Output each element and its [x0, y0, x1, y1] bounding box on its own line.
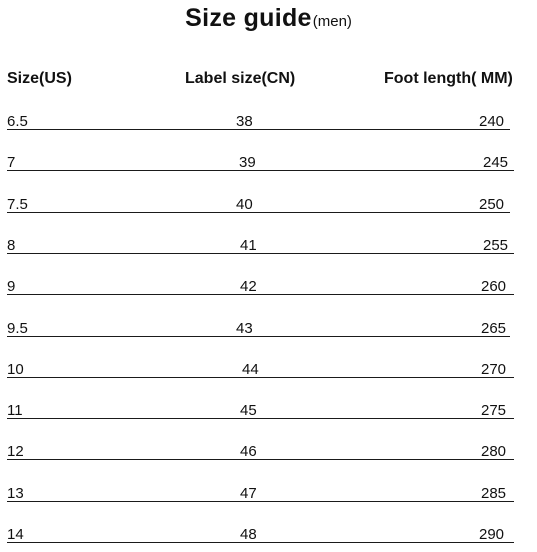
- table-row: [0, 526, 537, 546]
- cell-foot-length-mm: 270: [481, 360, 507, 378]
- header-label-size-cn: Label size(CN): [185, 70, 296, 87]
- table-row: [0, 402, 537, 422]
- cell-foot-length-mm: 275: [481, 402, 507, 420]
- cell-size-us: 9.5: [7, 319, 28, 337]
- cell-size-us: 11: [7, 402, 23, 420]
- page-title: [0, 4, 537, 33]
- table-row: [0, 278, 537, 298]
- cell-size-us: 12: [7, 443, 24, 461]
- cell-foot-length-mm: 285: [481, 484, 507, 502]
- cell-size-us: 10: [7, 360, 24, 378]
- table-row: [0, 154, 537, 174]
- cell-label-size-cn: 38: [236, 113, 253, 130]
- cell-foot-length-mm: 260: [481, 278, 507, 296]
- title-main: Size guide: [185, 4, 312, 32]
- row-underline: [7, 377, 514, 378]
- table-row: [0, 361, 537, 381]
- row-underline: [7, 459, 514, 460]
- cell-size-us: 13: [7, 484, 24, 502]
- cell-foot-length-mm: 240: [479, 113, 505, 130]
- cell-label-size-cn: 43: [236, 319, 253, 337]
- cell-label-size-cn: 47: [240, 484, 257, 502]
- cell-label-size-cn: 42: [240, 278, 257, 296]
- header-foot-length: Foot length( MM): [384, 70, 513, 87]
- table-row: [0, 485, 537, 505]
- cell-foot-length-mm: 265: [481, 319, 507, 337]
- table-row: [0, 443, 537, 463]
- cell-size-us: 8: [7, 236, 16, 254]
- cell-size-us: 14: [7, 526, 24, 543]
- cell-size-us: 7.5: [7, 195, 28, 213]
- cell-foot-length-mm: 280: [481, 443, 507, 461]
- cell-size-us: 9: [7, 278, 16, 296]
- cell-size-us: 7: [7, 154, 16, 172]
- cell-foot-length-mm: 245: [483, 154, 509, 172]
- table-row: [0, 320, 537, 340]
- cell-label-size-cn: 45: [240, 402, 257, 420]
- cell-foot-length-mm: 255: [483, 236, 509, 254]
- row-underline: [7, 170, 514, 171]
- cell-label-size-cn: 46: [240, 443, 257, 461]
- row-underline: [7, 212, 510, 213]
- table-row: [0, 113, 537, 133]
- row-underline: [7, 336, 510, 337]
- cell-foot-length-mm: 250: [479, 195, 505, 213]
- row-underline: [7, 418, 514, 419]
- cell-foot-length-mm: 290: [479, 526, 505, 543]
- cell-size-us: 6.5: [7, 113, 28, 130]
- row-underline: [7, 253, 514, 254]
- cell-label-size-cn: 41: [240, 236, 257, 254]
- header-size-us: Size(US): [7, 70, 72, 87]
- cell-label-size-cn: 48: [240, 526, 257, 543]
- title-subtitle: (men): [312, 13, 352, 30]
- table-row: [0, 237, 537, 257]
- row-underline: [7, 129, 510, 130]
- cell-label-size-cn: 40: [236, 195, 253, 213]
- cell-label-size-cn: 39: [239, 154, 256, 172]
- row-underline: [7, 294, 514, 295]
- row-underline: [7, 501, 514, 502]
- cell-label-size-cn: 44: [242, 360, 259, 378]
- table-row: [0, 196, 537, 216]
- row-underline: [7, 542, 514, 543]
